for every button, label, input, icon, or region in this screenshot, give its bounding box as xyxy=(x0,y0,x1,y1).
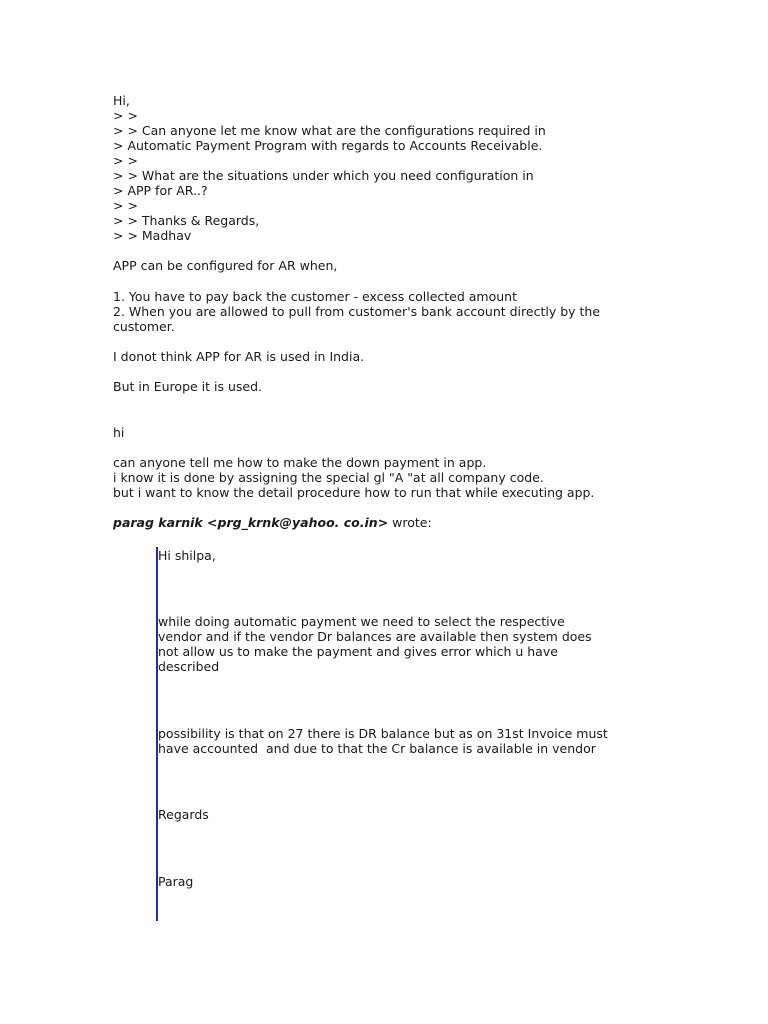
quoted-line: > > Madhav xyxy=(113,228,192,243)
question-line: i know it is done by assigning the special gl "A "at all company code. xyxy=(113,470,544,485)
quoted-para-line: while doing automatic payment we need to select the respective xyxy=(158,614,565,629)
quoted-para-line: not allow us to make the payment and gives error which u have xyxy=(158,644,558,659)
reply-point-2: 2. When you are allowed to pull from customer's bank account directly by the xyxy=(113,304,601,319)
quoted-para-line: possibility is that on 27 there is DR balance but as on 31st Invoice must xyxy=(158,726,608,741)
reply-india-note: I donot think APP for AR is used in India. xyxy=(113,349,365,364)
quoted-greeting: Hi shilpa, xyxy=(158,548,216,563)
wrote-label: wrote: xyxy=(388,515,432,530)
question-line: but i want to know the detail procedure how to run that while executing app. xyxy=(113,485,595,500)
sender-name: parag karnik <prg_krnk@yahoo. co.in> xyxy=(113,515,389,530)
quoted-line: > Automatic Payment Program with regards to Accounts Receivable. xyxy=(113,138,543,153)
question-line: can anyone tell me how to make the down payment in app. xyxy=(113,455,487,470)
quoted-signature: Parag xyxy=(158,874,194,889)
greeting-line: Hi, xyxy=(113,93,130,108)
reply-europe-note: But in Europe it is used. xyxy=(113,379,263,394)
quoted-para-line: described xyxy=(158,659,220,674)
quoted-line: > > xyxy=(113,153,138,168)
reply-intro: APP can be configured for AR when, xyxy=(113,258,338,273)
quoted-line: > APP for AR..? xyxy=(113,183,208,198)
quoted-line: > > xyxy=(113,108,138,123)
attribution-line xyxy=(113,515,432,530)
quoted-line: > > Thanks & Regards, xyxy=(113,213,260,228)
quoted-line: > > What are the situations under which you need configuration in xyxy=(113,168,534,183)
quoted-para-line: have accounted and due to that the Cr balance is available in vendor xyxy=(158,741,596,756)
second-greeting: hi xyxy=(113,425,125,440)
quoted-line: > > xyxy=(113,198,138,213)
reply-point-1: 1. You have to pay back the customer - excess collected amount xyxy=(113,289,518,304)
quoted-para-line: vendor and if the vendor Dr balances are available then system does xyxy=(158,629,592,644)
quoted-closing: Regards xyxy=(158,807,209,822)
quoted-line: > > Can anyone let me know what are the configurations required in xyxy=(113,123,546,138)
reply-point-2-cont: customer. xyxy=(113,319,175,334)
